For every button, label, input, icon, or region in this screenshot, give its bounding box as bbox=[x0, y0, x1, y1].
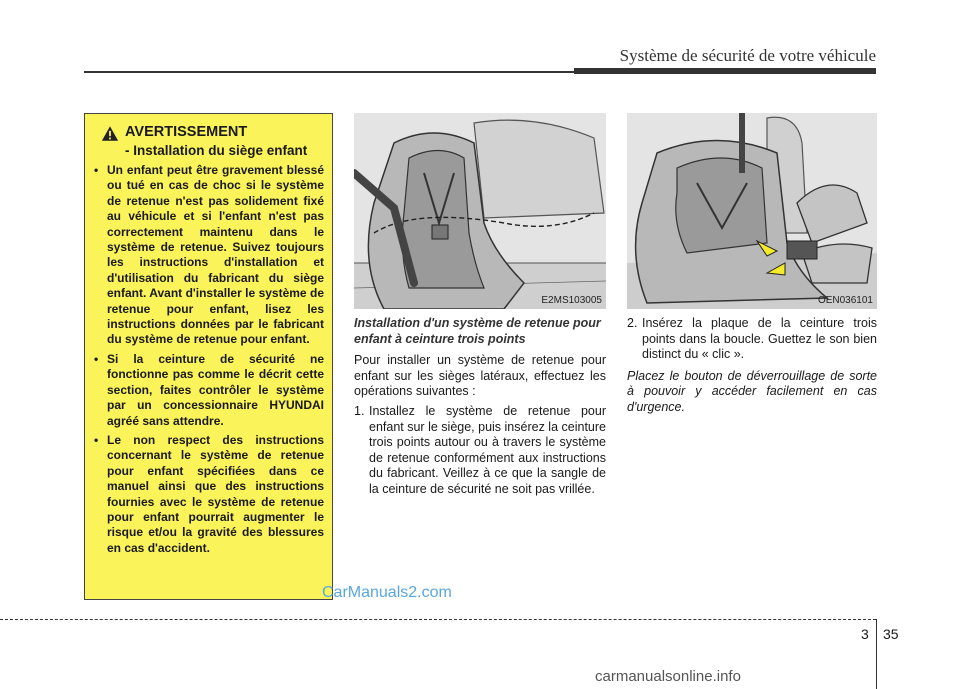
buckle-insertion-illustration bbox=[627, 113, 877, 309]
watermark-link[interactable]: CarManuals2.com bbox=[322, 584, 452, 601]
page-divider bbox=[876, 619, 877, 689]
header-rule bbox=[84, 71, 574, 73]
footer-site-watermark: carmanualsonline.info bbox=[595, 668, 741, 685]
page-number: 35 bbox=[883, 626, 899, 642]
step-text: Installez le système de retenue pour enfant sur le siège, puis insérez la ceinture trois points autour ou à travers le système de retenue conformément aux instructions du fabricant. Veillez à ce que la sangle de la ceinture de sécurité ne soit pas vrillée. bbox=[369, 403, 606, 496]
warning-subtitle: - Installation du siège enfant bbox=[125, 143, 308, 158]
emergency-note: Placez le bouton de déverrouillage de sorte à pouvoir y accéder facilement en cas d'urgence. bbox=[627, 368, 877, 414]
section-caption: Installation d'un système de retenue pour enfant à ceinture trois points bbox=[354, 316, 601, 346]
step-number: 1. bbox=[354, 403, 365, 418]
step-1 bbox=[354, 404, 606, 498]
child-seat-drawing bbox=[354, 113, 606, 309]
warning-item: • Un enfant peut être gravement blessé ou tué en cas de choc si le système de retenue n'est pas solidement fixé au véhicule et si l'enfant n'est pas correctement maintenu dans le système de retenue. Suivez toujours les instructions d'installation et d'utilisation du fabricant du siège enfant. Avant d'installer le système de retenue pour enfant, lisez les instructions données par le fabricant du système de retenue pour enfant. bbox=[93, 163, 324, 348]
figure-code: E2MS103005 bbox=[541, 295, 602, 306]
header-rule-thick bbox=[574, 68, 876, 74]
warning-list bbox=[93, 163, 324, 556]
middle-column bbox=[354, 316, 606, 498]
child-seat-illustration bbox=[354, 113, 606, 309]
figure-code: OEN036101 bbox=[817, 295, 873, 306]
buckle-drawing bbox=[627, 113, 877, 309]
warning-triangle-icon bbox=[101, 125, 119, 142]
warning-box bbox=[84, 113, 333, 600]
step-2 bbox=[627, 316, 877, 363]
warning-item: • Le non respect des instructions concernant le système de retenue pour enfant spécifiées dans ce manuel ainsi que des instructions fournies avec le système de retenue pour enfant pourrait augmenter le risque et/ou la gravité des blessures en cas d'accident. bbox=[93, 433, 324, 556]
footer-rule bbox=[0, 619, 876, 620]
section-number: 3 bbox=[861, 626, 869, 642]
intro-paragraph: Pour installer un système de retenue pour enfant sur les sièges latéraux, effectuez les opérations suivantes : bbox=[354, 353, 606, 399]
right-column bbox=[627, 316, 877, 416]
warning-title: AVERTISSEMENT bbox=[125, 124, 248, 140]
warning-heading bbox=[101, 124, 324, 142]
page-header-title: Système de sécurité de votre véhicule bbox=[619, 46, 876, 65]
step-text: Insérez la plaque de la ceinture trois points dans la boucle. Guettez le son bien distinct du « clic ». bbox=[642, 316, 877, 362]
step-number: 2. bbox=[627, 316, 638, 330]
warning-item: • Si la ceinture de sécurité ne fonctionne pas comme le décrit cette section, faites contrôler le système par un concessionnaire HYUNDAI agréé sans attendre. bbox=[93, 352, 324, 429]
